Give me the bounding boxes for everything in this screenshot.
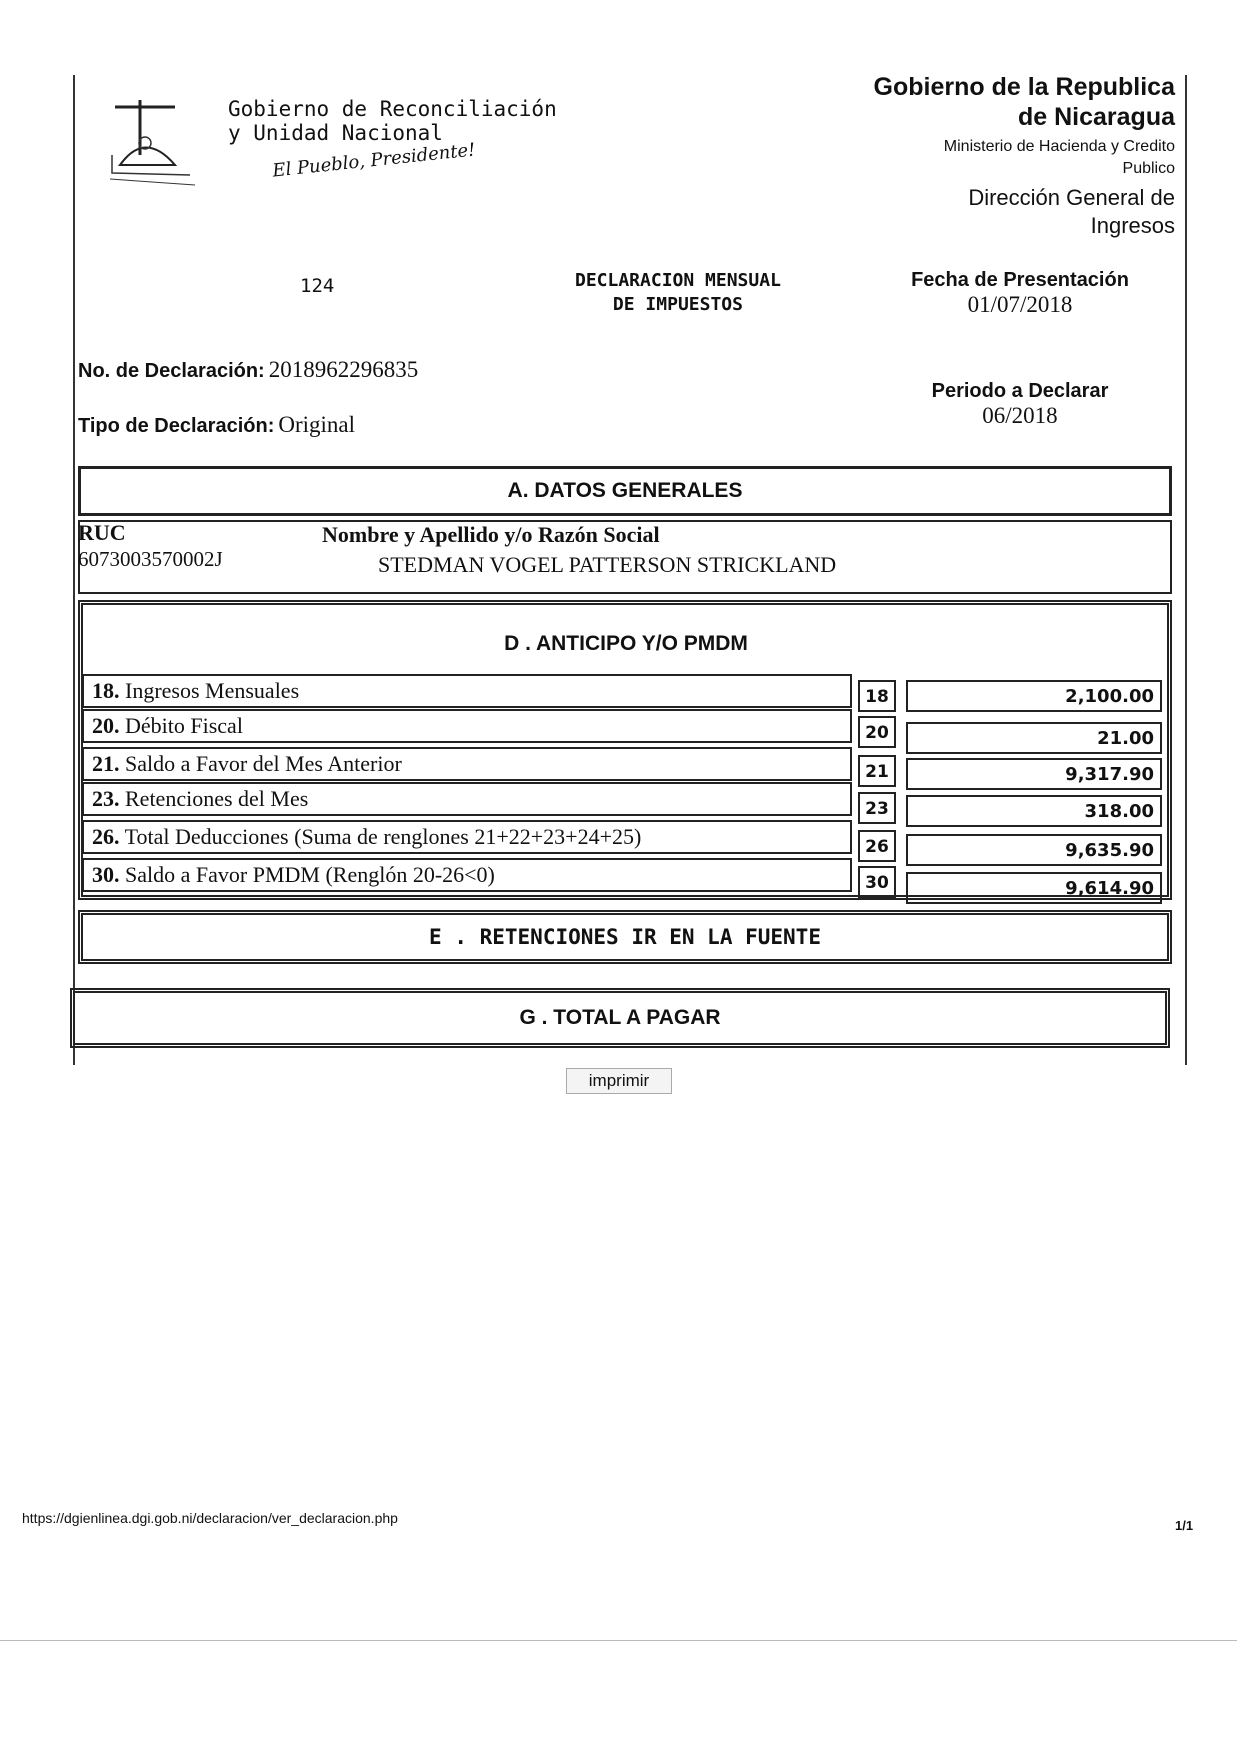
row-20-num: 20.	[92, 713, 120, 738]
row-23-num: 23.	[92, 786, 120, 811]
section-g-header	[70, 988, 1170, 1048]
page-divider	[0, 1640, 1237, 1641]
row-26-amount: 9,635.90	[906, 834, 1162, 866]
row-20-label: Débito Fiscal	[125, 713, 243, 738]
form-number: 124	[300, 275, 335, 297]
row-21-label: Saldo a Favor del Mes Anterior	[125, 751, 402, 776]
section-a-title: A. DATOS GENERALES	[507, 479, 743, 502]
section-g-title: G . TOTAL A PAGAR	[519, 1006, 721, 1029]
page-number: 1/1	[1175, 1518, 1194, 1533]
row-26-num: 26.	[92, 824, 120, 849]
form-title-line2: DE IMPUESTOS	[612, 294, 743, 315]
row-18-code: 18	[858, 680, 896, 712]
section-d-title: D . ANTICIPO Y/O PMDM	[504, 632, 748, 655]
periodo-value: 06/2018	[982, 403, 1058, 428]
declaracion-label: No. de Declaración:	[78, 360, 265, 382]
fecha-label: Fecha de Presentación	[911, 269, 1129, 291]
tipo-declaracion	[78, 412, 355, 438]
declaracion-value: 2018962296835	[268, 357, 419, 382]
fecha-value: 01/07/2018	[967, 292, 1073, 317]
ministry-line1: Ministerio de Hacienda y Credito	[943, 138, 1175, 155]
row-23-code: 23	[858, 792, 896, 824]
row-18-amount: 2,100.00	[906, 680, 1162, 712]
tipo-value: Original	[278, 412, 356, 437]
section-e-header	[78, 910, 1172, 964]
row-23-label: Retenciones del Mes	[125, 786, 309, 811]
dgi-line2: Ingresos	[1090, 213, 1175, 238]
form-title-line1: DECLARACION MENSUAL	[575, 270, 781, 291]
footer-url: https://dgienlinea.dgi.gob.ni/declaracion/ver_declaracion.php	[22, 1510, 398, 1526]
row-18-desc	[82, 674, 852, 708]
gov-left-title	[228, 97, 557, 145]
row-30-num: 30.	[92, 862, 120, 887]
row-20-code: 20	[858, 716, 896, 748]
name-label: Nombre y Apellido y/o Razón Social	[322, 522, 660, 547]
row-21-code: 21	[858, 755, 896, 787]
row-18-num: 18.	[92, 678, 120, 703]
print-button[interactable]: imprimir	[566, 1068, 672, 1094]
gov-right-line2: de Nicaragua	[1017, 103, 1175, 131]
gov-left-line1: Gobierno de Reconciliación	[228, 97, 557, 121]
fecha-presentacion	[900, 269, 1140, 318]
ministry-line2: Publico	[1122, 160, 1175, 177]
declaracion-number	[78, 357, 418, 383]
row-30-desc	[82, 858, 852, 892]
row-20-amount: 21.00	[906, 722, 1162, 754]
name-value: STEDMAN VOGEL PATTERSON STRICKLAND	[378, 552, 837, 577]
row-21-amount: 9,317.90	[906, 758, 1162, 790]
row-21-desc	[82, 747, 852, 781]
row-26-label: Total Deducciones (Suma de renglones 21+22+23+24+25)	[124, 824, 642, 849]
section-a-header	[78, 466, 1172, 516]
tipo-label: Tipo de Declaración:	[78, 415, 275, 437]
government-logo-icon	[100, 95, 215, 195]
periodo-declarar	[900, 380, 1140, 429]
row-18-label: Ingresos Mensuales	[125, 678, 300, 703]
section-e-title: E . RETENCIONES IR EN LA FUENTE	[429, 925, 821, 949]
row-30-amount: 9,614.90	[906, 872, 1162, 904]
periodo-label: Periodo a Declarar	[931, 380, 1109, 402]
row-23-desc	[82, 782, 852, 816]
row-26-desc	[82, 820, 852, 854]
ruc-label: RUC	[78, 520, 126, 545]
row-20-desc	[82, 709, 852, 743]
gov-right-line1: Gobierno de la Republica	[873, 73, 1175, 101]
section-d-header	[88, 618, 1164, 670]
motto: El Pueblo, Presidente!	[271, 139, 477, 182]
row-23-amount: 318.00	[906, 795, 1162, 827]
row-30-code: 30	[858, 866, 896, 898]
ruc-value: 6073003570002J	[78, 547, 223, 571]
row-21-num: 21.	[92, 751, 120, 776]
row-26-code: 26	[858, 830, 896, 862]
dgi-line1: Dirección General de	[968, 185, 1175, 210]
gov-right-title	[874, 72, 1175, 240]
row-30-label: Saldo a Favor PMDM (Renglón 20-26<0)	[125, 862, 495, 887]
gov-left-line2: y Unidad Nacional	[228, 121, 443, 145]
form-title	[575, 269, 781, 317]
